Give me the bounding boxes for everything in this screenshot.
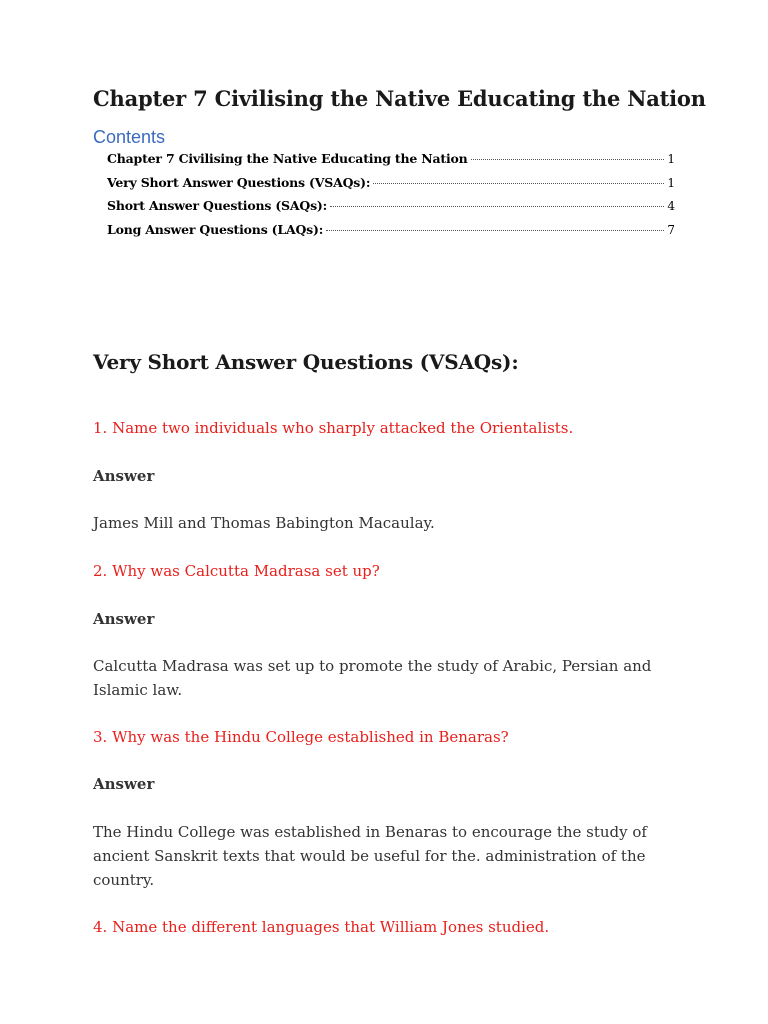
question-text: 4. Name the different languages that William Jones studied. (93, 918, 550, 936)
toc-leader-dots (326, 230, 664, 231)
answer-label: Answer (93, 467, 155, 485)
toc-entry-label: Chapter 7 Civilising the Native Educating the Nation (107, 151, 468, 166)
toc-entry-page: 4 (667, 199, 675, 214)
document-title: Chapter 7 Civilising the Native Educating the Nation (93, 86, 706, 111)
question-text: 3. Why was the Hindu College established in Benaras? (93, 728, 509, 746)
toc-leader-dots (471, 159, 665, 160)
toc-entry-label: Very Short Answer Questions (VSAQs): (107, 174, 371, 190)
toc-leader-dots (330, 206, 664, 207)
section-heading: Very Short Answer Questions (VSAQs): (93, 350, 519, 374)
toc-entry-page: 1 (667, 152, 675, 166)
toc-entry-label: Long Answer Questions (LAQs): (107, 222, 324, 238)
toc-entry-label: Short Answer Questions (SAQs): (107, 198, 328, 214)
toc-entry[interactable] (107, 198, 675, 222)
toc-entry[interactable] (107, 151, 675, 175)
toc-entry-page: 7 (667, 223, 675, 238)
answer-label: Answer (93, 775, 155, 793)
table-of-contents (107, 151, 675, 246)
toc-entry-page: 1 (667, 175, 675, 190)
toc-leader-dots (373, 183, 664, 184)
question-text: 2. Why was Calcutta Madrasa set up? (93, 562, 380, 580)
answer-text: The Hindu College was established in Benaras to encourage the study of ancient Sanskrit texts that would be useful for the. administration of the country. (93, 823, 647, 889)
answer-text: James Mill and Thomas Babington Macaulay. (93, 514, 435, 532)
question-text: 1. Name two individuals who sharply attacked the Orientalists. (93, 419, 574, 437)
toc-entry[interactable] (107, 175, 675, 199)
toc-entry[interactable] (107, 222, 675, 246)
contents-heading: Contents (93, 127, 166, 147)
answer-label: Answer (93, 610, 155, 628)
answer-text: Calcutta Madrasa was set up to promote the study of Arabic, Persian and Islamic law. (93, 657, 652, 699)
